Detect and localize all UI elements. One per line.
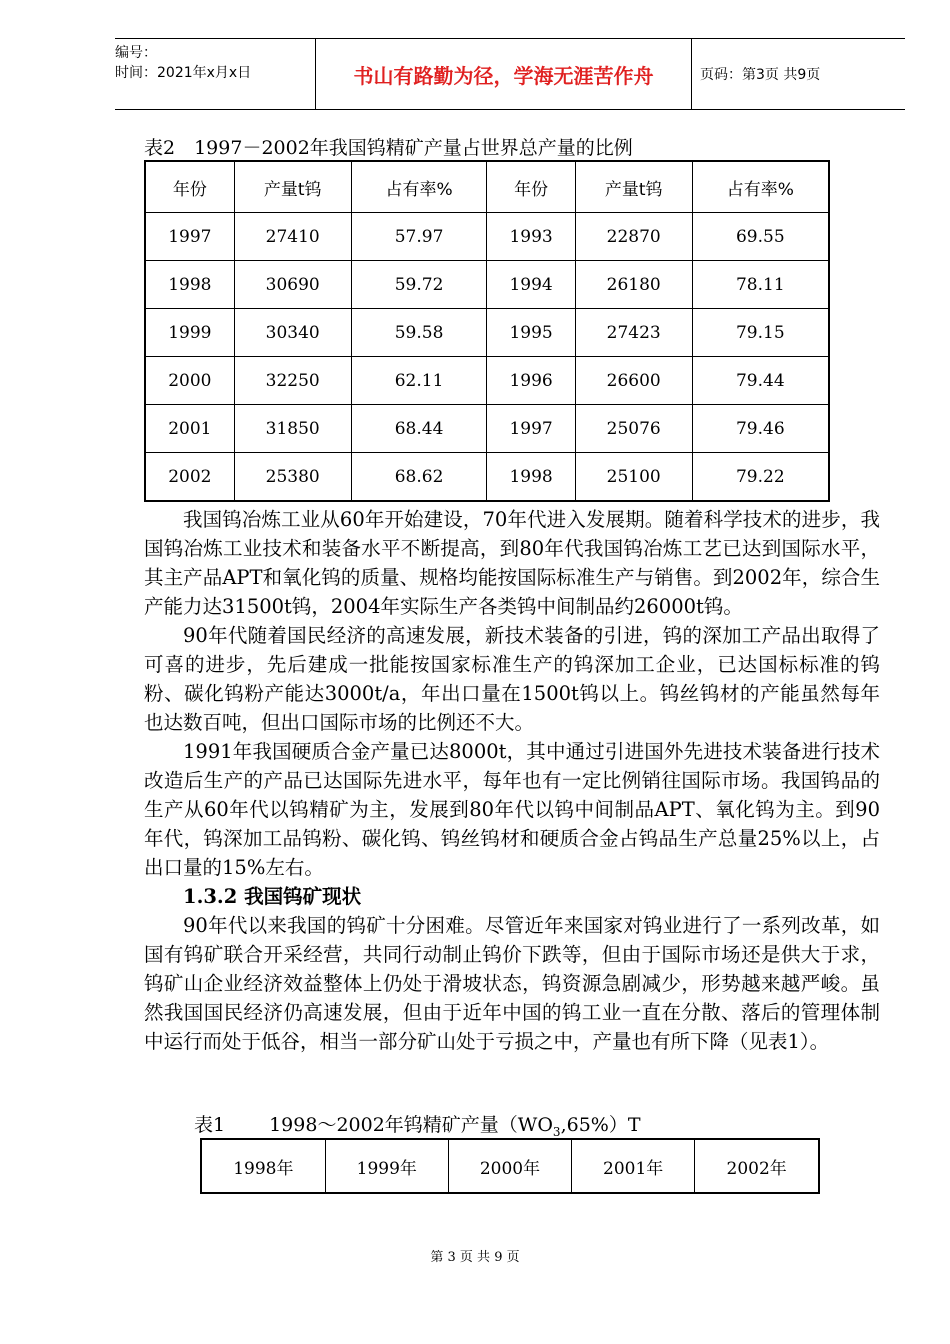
table2-header-cell: 产量t钨 — [575, 161, 692, 213]
page-header — [115, 38, 905, 110]
table1-header-cell: 2002年 — [695, 1139, 819, 1193]
table2-cell: 1993 — [487, 213, 575, 261]
table2-cell: 1998 — [145, 261, 234, 309]
table2-cell: 25100 — [575, 453, 692, 502]
table2-cell: 1998 — [487, 453, 575, 502]
table1-header-cell: 1999年 — [325, 1139, 448, 1193]
table2-cell: 22870 — [575, 213, 692, 261]
table2-cell: 31850 — [234, 405, 351, 453]
table2-row — [145, 261, 829, 309]
table2-row — [145, 453, 829, 502]
table2-cell: 1995 — [487, 309, 575, 357]
header-motto: 书山有路勤为径，学海无涯苦作舟 — [315, 39, 692, 109]
body-text — [144, 505, 880, 1056]
paragraph: 90年代以来我国的钨矿十分困难。尽管近年来国家对钨业进行了一系列改革，如国有钨矿联合开采经营，共同行动制止钨价下跌等，但由于国际市场还是供大于求，钨矿山企业经济效益整体上仍处于滑坡状态，钨资源急剧减少，形势越来越严峻。虽然我国国民经济仍高速发展，但由于近年中国的钨工业一直在分散、落后的管理体制中运行而处于低谷，相当一部分矿山处于亏损之中，产量也有所下降（见表1）。 — [144, 914, 880, 1053]
table2-cell: 69.55 — [692, 213, 829, 261]
paragraph: 90年代随着国民经济的高速发展，新技术装备的引进，钨的深加工产品出取得了可喜的进步，先后建成一批能按国家标准生产的钨深加工企业，已达国标标准的钨粉、碳化钨粉产能达3000t/a，年出口量在1500t钨以上。钨丝钨材的产能虽然每年也达数百吨，但出口国际市场的比例还不大。 — [144, 624, 880, 734]
table2-cell: 30340 — [234, 309, 351, 357]
table2-row — [145, 309, 829, 357]
table1-header-cell: 1998年 — [201, 1139, 325, 1193]
table2-cell: 30690 — [234, 261, 351, 309]
section-heading: 1.3.2 我国钨矿现状 — [183, 885, 362, 908]
table2-cell: 68.44 — [351, 405, 487, 453]
table2-cell: 79.46 — [692, 405, 829, 453]
time-label: 时间：2021年x月x日 — [115, 65, 252, 81]
header-meta — [115, 39, 315, 113]
table2-cell: 79.15 — [692, 309, 829, 357]
table2-row — [145, 357, 829, 405]
table2-cell: 78.11 — [692, 261, 829, 309]
table2-header-cell: 占有率% — [692, 161, 829, 213]
table1-header-cell: 2000年 — [448, 1139, 571, 1193]
table2-cell: 68.62 — [351, 453, 487, 502]
table2-cell: 1999 — [145, 309, 234, 357]
table2-header-cell: 年份 — [145, 161, 234, 213]
table2-cell: 2001 — [145, 405, 234, 453]
table2-cell: 59.72 — [351, 261, 487, 309]
number-label: 编号： — [115, 45, 157, 61]
table2-cell: 59.58 — [351, 309, 487, 357]
table2-cell: 26180 — [575, 261, 692, 309]
table2-cell: 2000 — [145, 357, 234, 405]
table2-cell: 57.97 — [351, 213, 487, 261]
table2-cell: 27410 — [234, 213, 351, 261]
table2-cell: 25076 — [575, 405, 692, 453]
table2-header-cell: 占有率% — [351, 161, 487, 213]
table2-cell: 25380 — [234, 453, 351, 502]
table2-cell: 1994 — [487, 261, 575, 309]
table2-row — [145, 405, 829, 453]
table2-cell: 62.11 — [351, 357, 487, 405]
table2 — [144, 160, 830, 502]
paragraph: 我国钨冶炼工业从60年开始建设，70年代进入发展期。随着科学技术的进步，我国钨冶炼工业技术和装备水平不断提高，到80年代我国钨冶炼工艺已达到国际水平，其主产品APT和氧化钨的质量、规格均能按国际标准生产与销售。到2002年，综合生产能力达31500t钨，2004年实际生产各类钨中间制品约26000t钨。 — [144, 508, 880, 618]
table2-cell: 27423 — [575, 309, 692, 357]
page-footer: 第 3 页 共 9 页 — [430, 1250, 520, 1265]
table2-header-row — [145, 161, 829, 213]
table2-cell: 32250 — [234, 357, 351, 405]
table1-header-cell: 2001年 — [572, 1139, 695, 1193]
table2-cell: 2002 — [145, 453, 234, 502]
table2-cell: 79.44 — [692, 357, 829, 405]
table2-cell: 26600 — [575, 357, 692, 405]
header-page-label: 页码：第3页 共9页 — [700, 67, 821, 83]
paragraph: 1991年我国硬质合金产量已达8000t，其中通过引进国外先进技术装备进行技术改造后生产的产品已达国际先进水平，每年也有一定比例销往国际市场。我国钨品的生产从60年代以钨精矿为主，发展到80年代以钨中间制品APT、氧化钨为主。到90年代，钨深加工品钨粉、碳化钨、钨丝钨材和硬质合金占钨品生产总量25%以上，占出口量的15%左右。 — [144, 740, 880, 879]
table2-cell: 1997 — [487, 405, 575, 453]
table1-caption-text: 1998～2002年钨精矿产量（WO — [269, 1114, 553, 1136]
table1-caption-label: 表1 — [194, 1114, 226, 1136]
table2-cell: 1996 — [487, 357, 575, 405]
table1 — [200, 1138, 820, 1194]
table2-row — [145, 213, 829, 261]
table2-cell: 1997 — [145, 213, 234, 261]
table1-caption-sub: 3 — [552, 1124, 561, 1139]
table1-caption — [194, 1110, 641, 1139]
table2-cell: 79.22 — [692, 453, 829, 502]
table2-header-cell: 年份 — [487, 161, 575, 213]
table1-caption-tail: ,65%）T — [560, 1114, 641, 1136]
table2-header-cell: 产量t钨 — [234, 161, 351, 213]
table2-caption: 表2 1997－2002年我国钨精矿产量占世界总产量的比例 — [144, 137, 633, 159]
table1-header-row — [201, 1139, 819, 1193]
